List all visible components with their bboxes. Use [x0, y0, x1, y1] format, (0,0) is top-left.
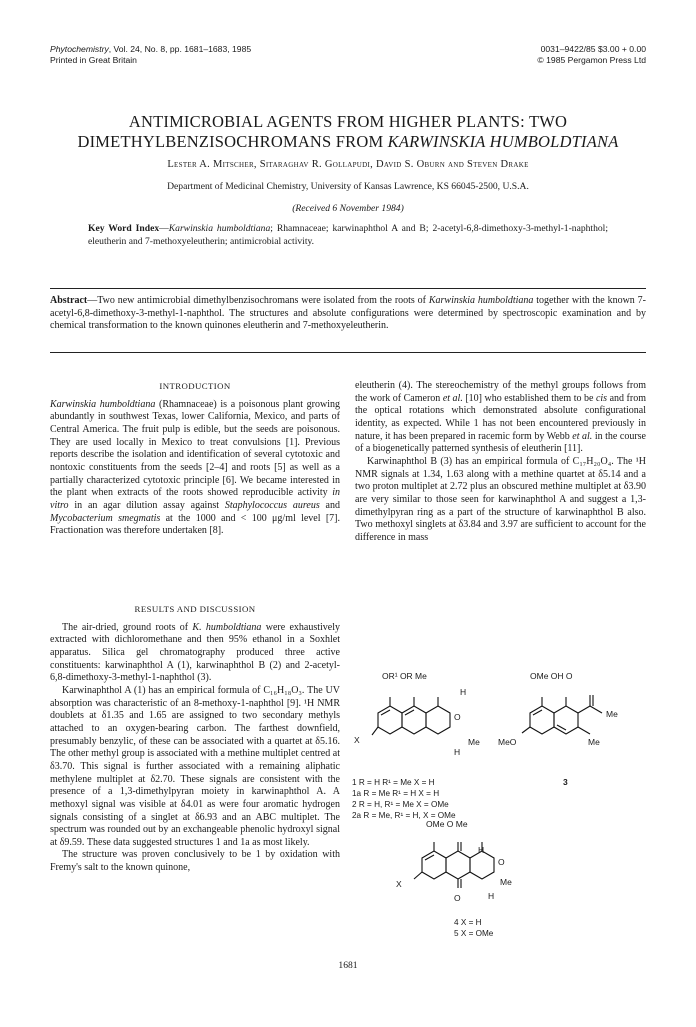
journal-header-left: [50, 44, 251, 65]
struct4-x-label: X: [396, 879, 402, 889]
struct1-x-label: X: [354, 735, 360, 745]
legend-row-4: 4 X = H: [454, 918, 482, 927]
journal-citation: , Vol. 24, No. 8, pp. 1681–1683, 1985: [108, 44, 252, 54]
struct4-o-label: O: [498, 857, 505, 867]
key-word-rest: ; Rhamnaceae; karwinaphthol A and B; 2-acetyl-6,8-dimethoxy-3-methyl-1-naphthol; eleutherin and 7-methoxyeleutherin; antimicrobial activity.: [88, 223, 609, 247]
struct1-me-label: Me: [468, 737, 480, 747]
issn: 0031–9422/85 $3.00 + 0.00: [540, 44, 646, 54]
page-number: 1681: [338, 960, 358, 971]
rule-top: [50, 288, 646, 289]
journal-header-right: [537, 44, 646, 65]
struct3-number: 3: [563, 777, 568, 787]
right-column-text: [355, 380, 646, 545]
intro-species: Karwinskia humboldtiana: [50, 398, 156, 410]
struct4-o-bottom: O: [454, 893, 461, 903]
structure-1-skeleton: [372, 697, 450, 735]
intro-myco: Mycobacterium smegmatis: [50, 512, 161, 524]
struct1-h-label: H: [460, 687, 467, 697]
intro-text-2: in an agar dilution assay against: [68, 499, 225, 511]
key-word-species: Karwinskia humboldtiana: [168, 223, 271, 234]
results-paragraph-1: [50, 622, 340, 685]
struct3-top-subs: OMe OH O: [530, 671, 573, 681]
intro-staph: Staphylococcus aureus: [224, 499, 320, 511]
title-line-2: [40, 132, 656, 152]
paper-title: [40, 112, 656, 152]
intro-text-1: (Rhamnaceae) is a poisonous plant growing abundantly in southwest Texas, lower California, Mexico, and parts of Central America. The fruit pulp is edible, but the seeds are poisonous. They are used locally in Mexico to treat convulsions [1]. Previous reports describe the isolation and identification of several cytotoxic and nontoxic constituents from the seeds [2–4] and roots [5] as well as a partially characterized cytotoxic principle [6]. We became interested in the plant when extracts of the roots showed reproducible activity: [50, 398, 341, 499]
affiliation: Department of Medicinal Chemistry, University of Kansas Lawrence, KS 66045-2500, U.S.A.: [167, 181, 529, 192]
struct4-top-subs: OMe O Me: [426, 819, 468, 829]
introduction-heading: INTRODUCTION: [159, 381, 231, 391]
received-date: (Received 6 November 1984): [292, 203, 404, 214]
struct1-top-subs: OR¹ OR Me: [382, 671, 427, 681]
title-line-2-a: DIMETHYLBENZISOCHROMANS FROM: [77, 132, 388, 151]
legend-row-2: 2 R = H, R¹ = Me X = OMe: [352, 800, 449, 809]
struct1-h-bottom: H: [454, 747, 461, 757]
results-paragraph-2: Karwinaphthol A (1) has an empirical formula of C₁₆H₁₈O₃. The UV absorption was characteristic of an 8-methoxy-1-naphthol [9]. ¹H NMR doublets at δ1.35 and 1.65 are assigned to two secondary methyls attached to an oxygen-bearing carbon. The farthest downfield, presumably benzylic, of these can be associated with a quartet at δ5.16. The other methyl group is associated with a methine multiplet centred at δ3.70. This signal is further associated with a remaining aliphatic methylene multiplet at δ2.70. These signals are consistent with the presence of a 1,3-dimethylpyran moiety in karwinaphthol A. A methoxyl signal was visible at δ4.01 as were four aromatic hydrogen signals consisting of a singlet at δ6.93 and an ABC multiplet. The spectrum was rounded out by an exchangeable phenolic hydroxyl signal at δ9.59. These data suggested structures 1 and 1a as most likely.: [50, 684, 340, 848]
right-paragraph-2: Karwinaphthol B (3) has an empirical formula of C₁₇H₂₀O₄. The ¹H NMR signals at 1.34, 1.63 along with a methine quartet at δ5.14 and a two proton multiplet at 2.72 plus an obscured methine multiplet at δ3.90 are very similar to those seen for karwinaphthol A and suggest a 1,3-dimethylpyran ring as a part of the structure of karwinaphthol B also. Two methoxyl singlets at δ3.84 and 3.97 are sufficient to account for the difference in mass: [355, 455, 646, 543]
legend-row-1a: 1a R = Me R¹ = H X = H: [352, 789, 440, 798]
abstract-species: Karwinskia humboldtiana: [428, 295, 534, 306]
key-word-label: Key Word Index: [88, 223, 160, 234]
abstract-part1: —Two new antimicrobial dimethylbenzisochromans were isolated from the roots of: [87, 295, 429, 306]
structure-3-skeleton: [522, 695, 602, 734]
rule-bottom: [50, 352, 646, 353]
results-paragraph-3: The structure was proven conclusively to be 1 by oxidation with Fremy's salt to the known quinone,: [50, 849, 340, 874]
structure-legend-4: [454, 917, 493, 939]
struct3-me-2: Me: [588, 737, 600, 747]
r-p1-a: eleutherin (4). The stereochemistry of the methyl groups follows from the work of Cameron: [355, 380, 646, 404]
struct1-o-label: O: [454, 712, 461, 722]
printed-in: Printed in Great Britain: [50, 54, 137, 65]
r-p1-c: [10] who established them to be: [462, 392, 596, 404]
intro-text-3: and: [319, 499, 340, 511]
introduction-paragraph: [50, 399, 340, 538]
r-p1-etal-2: et al.: [572, 430, 593, 442]
key-word-index: Key Word Index—Karwinskia humboldtiana; Rhamnaceae; karwinaphthol A and B; 2-acetyl-6,8-dimethoxy-3-methyl-1-naphthol; eleutherin and 7-methoxyeleutherin; antimicrobial activity.: [88, 223, 609, 247]
results-p1-a: The air-dried, ground roots of: [62, 621, 193, 633]
title-line-1: ANTIMICROBIAL AGENTS FROM HIGHER PLANTS: TWO: [128, 112, 568, 131]
r-p1-cis: cis: [595, 392, 608, 404]
introduction-section: [50, 380, 340, 538]
title-species: KARWINSKIA HUMBOLDTIANA: [387, 132, 619, 151]
results-heading: RESULTS AND DISCUSSION: [134, 604, 256, 614]
authors: Lester A. Mitscher, Sitaraghav R. Gollapudi, David S. Oburn and Steven Drake: [167, 159, 529, 170]
struct3-me-1: Me: [606, 709, 618, 719]
intro-text-4: at the 1000 and < 100 μg/ml level [7]. Fractionation was therefore undertaken [8].: [50, 512, 340, 537]
abstract-part2: together with the known 7-acetyl-6,8-dimethoxy-3-methyl-1-naphthol. The structures and absolute configurations were determined by spectroscopic examination and by chemical transformation to the known quinones eleutherin and 7-methoxyeleutherin.: [50, 295, 646, 332]
struct4-h-2: H: [488, 891, 495, 901]
structure-legend-1: [352, 777, 456, 821]
struct4-me: Me: [500, 877, 512, 887]
intro-in-vitro: in vitro: [50, 487, 340, 511]
journal-name: Phytochemistry: [50, 44, 109, 54]
r-p1-g: in the course of a biogenetically patterned synthesis of eleutherin [11].: [355, 430, 646, 455]
legend-row-5: 5 X = OMe: [454, 929, 494, 938]
legend-row-1: 1 R = H R¹ = Me X = H: [352, 778, 435, 787]
results-p1-c: were exhaustively extracted with dichloromethane and then 95% ethanol in a Soxhlet apparatus. Silica gel chromatography produced three active constituents: karwinaphthol A (1), karwinaphthol B (2) and 2-acetyl-6,8-dimethoxy-3-methyl-1-naphthol (3).: [50, 621, 340, 684]
struct3-meo: MeO: [498, 737, 517, 747]
r-p1-etal: et al.: [442, 392, 463, 404]
right-paragraph-1: [355, 380, 646, 456]
abstract-label: Abstract: [50, 295, 88, 306]
publisher: © 1985 Pergamon Press Ltd: [537, 54, 646, 65]
results-p1-species: K. humboldtiana: [192, 621, 262, 633]
chemical-structures-figure: [350, 665, 650, 960]
results-section: [50, 603, 340, 875]
legend-row-2a: 2a R = Me, R¹ = H, X = OMe: [352, 811, 456, 820]
abstract: [50, 295, 646, 333]
r-p1-e: and from the optical rotations which demonstrated absolute configurational identity, as expected. While 1 has not been encountered previously in nature, it has been prepared in racemic form by Webb: [355, 392, 646, 442]
struct4-h-1: H: [478, 845, 485, 855]
